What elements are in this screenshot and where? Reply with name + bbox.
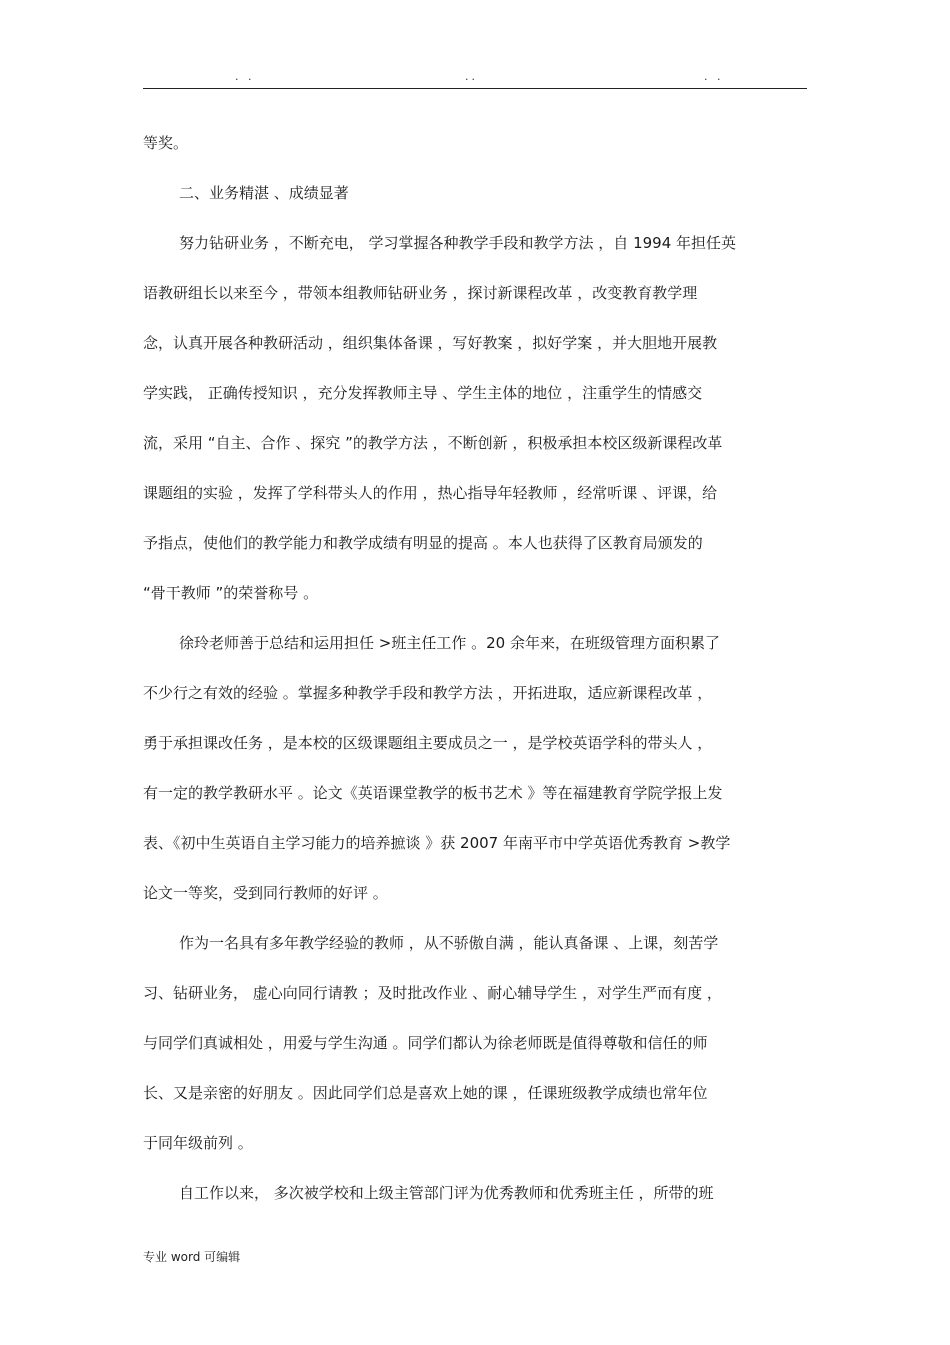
- text-line: 努力钻研业务 ，不断充电， 学习掌握各种教学手段和教学方法 ，自 1994 年担任英: [179, 234, 737, 252]
- text-line: 徐玲老师善于总结和运用担任 >班主任工作 。20 余年来，在班级管理方面积累了: [179, 634, 720, 652]
- text-line: 课题组的实验 ，发挥了学科带头人的作用 ，热心指导年轻教师 ，经常听课 、评课，给: [143, 484, 718, 502]
- section-heading: 二、业务精湛 、成绩显著: [179, 184, 349, 202]
- text-line: 于同年级前列 。: [143, 1134, 253, 1152]
- text-line: 长、又是亲密的好朋友 。因此同学们总是喜欢上她的课 ，任课班级教学成绩也常年位: [143, 1084, 708, 1102]
- text-line: 表、《初中生英语自主学习能力的培养摭谈 》获 2007 年南平市中学英语优秀教育 >教学: [143, 834, 731, 852]
- text-line: 语教研组长以来至今 ，带领本组教师钻研业务 ，探讨新课程改革 ，改变教育教学理: [143, 284, 698, 302]
- text-line: 勇于承担课改任务 ，是本校的区级课题组主要成员之一 ，是学校英语学科的带头人 ，: [143, 734, 713, 752]
- text-line: 等奖。: [143, 134, 189, 152]
- text-line: 习、钻研业务， 虚心向同行请教 ；及时批改作业 、耐心辅导学生 ，对学生严而有度 ，: [143, 984, 722, 1002]
- text-line: 不少行之有效的经验 。掌握多种教学手段和教学方法 ，开拓进取，适应新课程改革 ，: [143, 684, 713, 702]
- header-mark-center: ..: [465, 70, 478, 83]
- text-line: 流，采用 “自主、合作 、探究 ”的教学方法 ，不断创新 ，积极承担本校区级新课程改革: [143, 434, 723, 452]
- header-mark-left: . .: [235, 70, 255, 83]
- text-line: 予指点，使他们的教学能力和教学成绩有明显的提高 。本人也获得了区教育局颁发的: [143, 534, 703, 552]
- text-line: 念，认真开展各种教研活动 ，组织集体备课 ，写好教案 ，拟好学案 ，并大胆地开展教: [143, 334, 718, 352]
- text-line: 与同学们真诚相处 ，用爱与学生沟通 。同学们都认为徐老师既是值得尊敬和信任的师: [143, 1034, 708, 1052]
- text-line: “骨干教师 ”的荣誉称号 。: [143, 584, 319, 602]
- page-footer: 专业 word 可编辑: [143, 1250, 241, 1264]
- header-mark-right: . .: [704, 70, 724, 83]
- document-body: [143, 128, 807, 1228]
- page-header: [143, 70, 807, 89]
- text-line: 论文一等奖，受到同行教师的好评 。: [143, 884, 388, 902]
- text-line: 有一定的教学教研水平 。论文《英语课堂教学的板书艺术 》等在福建教育学院学报上发: [143, 784, 723, 802]
- text-line: 自工作以来， 多次被学校和上级主管部门评为优秀教师和优秀班主任 ，所带的班: [179, 1184, 714, 1202]
- text-line: 学实践， 正确传授知识 ，充分发挥教师主导 、学生主体的地位 ，注重学生的情感交: [143, 384, 703, 402]
- text-line: 作为一名具有多年教学经验的教师 ，从不骄傲自满 ，能认真备课 、上课，刻苦学: [179, 934, 719, 952]
